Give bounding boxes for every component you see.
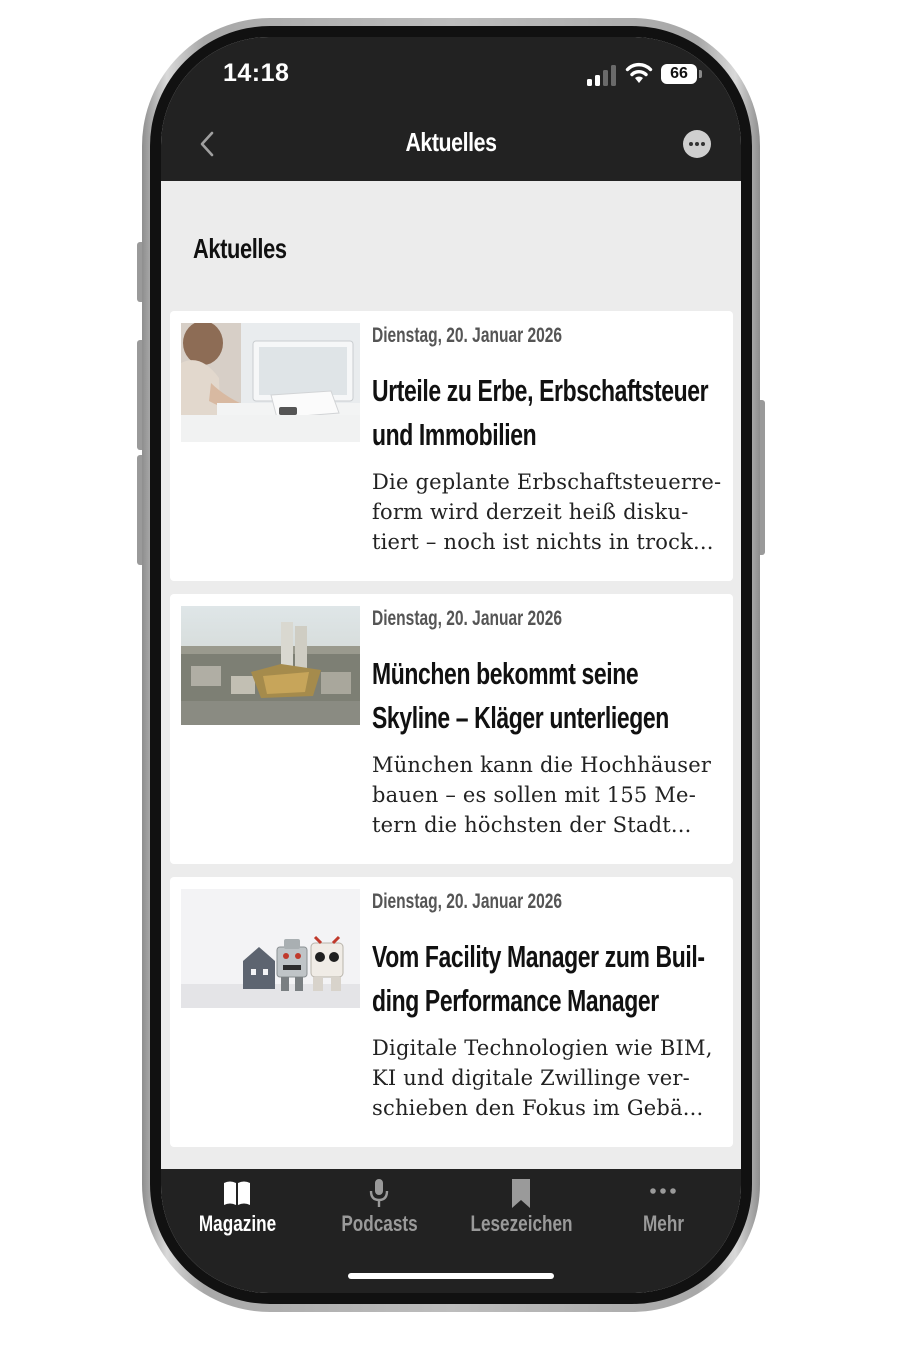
app-screen	[161, 37, 741, 1293]
article-teaser: Die geplante Erbschaftsteuerreform wird derzeit heiß diskutiert – noch ist nichts in trock...	[372, 470, 722, 554]
tab-magazine[interactable]	[165, 1169, 310, 1259]
battery-indicator: 66	[661, 64, 697, 84]
book-icon	[221, 1177, 253, 1209]
article-card[interactable]	[170, 311, 733, 581]
article-date: Dienstag, 20. Januar 2026	[372, 890, 563, 913]
tab-label: Podcasts	[341, 1211, 418, 1236]
microphone-icon	[363, 1177, 395, 1209]
wifi-icon	[625, 61, 653, 85]
article-title[interactable]: Urteile zu Erbe, Erbschaftsteuer und Immobilien	[372, 373, 709, 452]
more-options-icon[interactable]	[683, 130, 711, 158]
article-teaser: Digitale Technologien wie BIM, KI und digitale Zwillinge verschieben den Fokus im Gebä...	[372, 1036, 713, 1120]
article-card[interactable]	[170, 594, 733, 864]
article-image	[181, 323, 360, 442]
article-card[interactable]	[170, 877, 733, 1147]
cellular-signal-icon	[585, 65, 617, 87]
home-indicator[interactable]	[348, 1273, 554, 1279]
status-time: 14:18	[223, 59, 290, 87]
article-image	[181, 889, 360, 1008]
article-title[interactable]: München bekommt seine Skyline – Kläger unterliegen	[372, 656, 669, 735]
tab-label: Mehr	[643, 1211, 684, 1236]
article-date: Dienstag, 20. Januar 2026	[372, 607, 563, 630]
article-title[interactable]: Vom Facility Manager zum Building Performance Manager	[372, 939, 706, 1018]
article-image	[181, 606, 360, 725]
ellipsis-icon	[647, 1177, 679, 1209]
tab-podcasts[interactable]	[307, 1169, 452, 1259]
tab-label: Lesezeichen	[470, 1211, 573, 1236]
nav-title: Aktuelles	[405, 127, 497, 157]
tab-mehr[interactable]	[591, 1169, 736, 1259]
article-teaser: München kann die Hochhäuser bauen – es sollen mit 155 Metern die höchsten der Stadt...	[372, 753, 712, 837]
tab-label: Magazine	[198, 1211, 277, 1236]
section-heading: Aktuelles	[193, 233, 287, 264]
article-date: Dienstag, 20. Januar 2026	[372, 324, 563, 347]
top-bar	[161, 37, 741, 181]
bookmark-icon	[505, 1177, 537, 1209]
tab-lesezeichen[interactable]	[449, 1169, 594, 1259]
battery-tip	[699, 70, 702, 78]
